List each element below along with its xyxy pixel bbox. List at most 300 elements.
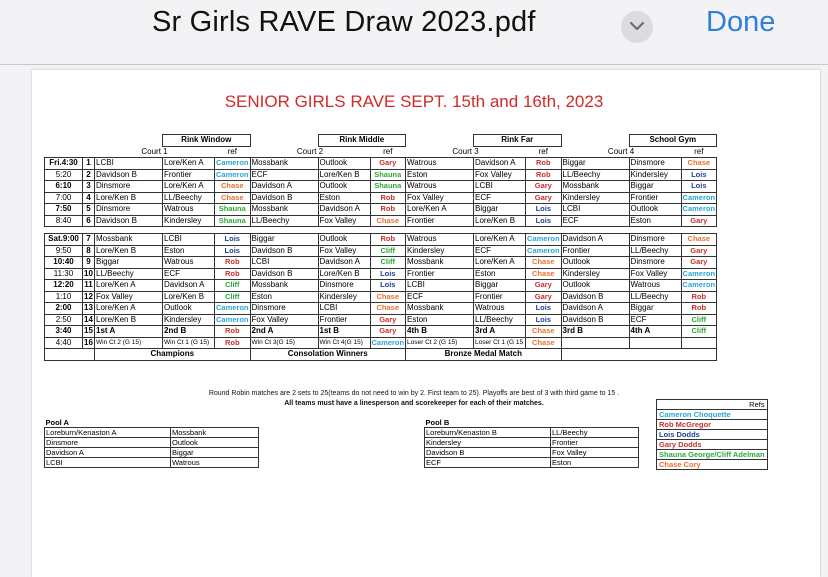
referee-cell: Lois (526, 215, 562, 227)
referee-name: Cameron Choquette (657, 410, 768, 420)
referee-name: Chase Cory (657, 460, 768, 470)
team-cell: Davidson B (250, 245, 318, 257)
team-cell: Lore/Ken B (95, 192, 163, 204)
referee-cell: Chase (526, 257, 562, 269)
team-cell: Frontier (629, 192, 681, 204)
team-cell: Fox Valley (629, 268, 681, 280)
referee-cell: Gary (370, 314, 406, 326)
pool-team: Kindersley (425, 438, 551, 448)
team-cell: Lore/Ken B (318, 268, 370, 280)
match-number: 10 (84, 268, 93, 278)
playoff-footer-row (45, 349, 720, 361)
team-cell: Biggar (474, 204, 526, 216)
team-cell: Davidson A (561, 234, 629, 246)
referee-cell: Lois (370, 280, 406, 292)
match-time: 3:40 (45, 326, 83, 338)
team-cell: Mossbank (250, 204, 318, 216)
match-time: 4:40 (45, 337, 83, 349)
referee-row (657, 450, 768, 460)
pool-team: Loreburn/Kenaston B (425, 428, 551, 438)
spacer (45, 349, 95, 361)
match-time: 10:40 (45, 257, 83, 269)
rink-header-3: Rink Far (474, 135, 562, 147)
referee-cell: Gary (681, 257, 717, 269)
spacer-row (45, 227, 720, 234)
team-cell: Eston (318, 192, 370, 204)
pool-team: Watrous (171, 458, 259, 468)
referee-cell: Cameron (216, 314, 249, 324)
referee-name: Gary Dodds (657, 440, 768, 450)
referee-row (657, 460, 768, 470)
match-number: 8 (83, 245, 95, 257)
referee-cell: Shauna (370, 181, 406, 193)
referee-cell: Cameron (371, 337, 405, 347)
referee-cell: Chase (681, 158, 717, 170)
referee-cell: Lois (526, 303, 562, 315)
team-cell: Davidson A (318, 204, 370, 216)
team-cell: Lore/Ken A (163, 158, 215, 170)
table-row (45, 234, 720, 246)
table-row (45, 245, 720, 257)
match-time: Fri.4:30 (45, 158, 83, 170)
team-cell: Fox Valley (250, 314, 318, 326)
team-cell: Win Ct 3(G 15) (250, 337, 318, 349)
referee-cell: Gary (526, 192, 562, 204)
team-cell: ECF (406, 291, 474, 303)
referee-cell: Chase (526, 326, 562, 338)
match-number: 2 (83, 169, 95, 181)
team-cell: 3rd B (561, 326, 629, 338)
pool-row (45, 458, 259, 468)
playoff-label: Champions (95, 349, 251, 361)
team-cell: Biggar (95, 257, 163, 269)
team-cell: Dinsmore (95, 204, 163, 216)
team-cell: LL/Beechy (629, 245, 681, 257)
referee-cell: Lois (681, 181, 717, 193)
spacer (45, 146, 95, 158)
referee-cell: Chase (681, 234, 717, 246)
pool-a-table (44, 418, 259, 468)
team-cell: Davidson A (250, 181, 318, 193)
team-cell: ECF (629, 314, 681, 326)
team-cell: Frontier (561, 245, 629, 257)
pool-team: Mossbank (171, 428, 259, 438)
table-row (45, 158, 720, 170)
court-header-2: Court 2 (296, 146, 324, 156)
team-cell: Biggar (629, 303, 681, 315)
team-cell: Dinsmore (629, 158, 681, 170)
match-time: 7:50 (45, 204, 83, 216)
team-cell: Kindersley (163, 314, 215, 326)
team-cell: 3rd A (474, 326, 526, 338)
title-menu-button[interactable] (621, 11, 653, 43)
table-row (45, 337, 720, 349)
team-cell: 1st B (318, 326, 370, 338)
match-number: 9 (83, 257, 95, 269)
table-row (45, 215, 720, 227)
team-cell: Mossbank (250, 158, 318, 170)
referee-cell: Chase (215, 192, 251, 204)
team-cell: Frontier (163, 169, 215, 181)
referee-cell: Cliff (370, 245, 406, 257)
match-time: 1:10 (45, 291, 83, 303)
match-number: 4 (83, 192, 95, 204)
team-cell: Eston (163, 245, 215, 257)
team-cell: LCBI (318, 303, 370, 315)
rink-header-1: Rink Window (163, 135, 251, 147)
team-cell: Kindersley (561, 268, 629, 280)
referee-cell: Cliff (681, 314, 717, 326)
referee-name: Lois Dodds (657, 430, 768, 440)
team-cell: Watrous (629, 280, 681, 292)
team-cell: Lore/Ken A (95, 303, 163, 315)
referee-cell: Gary (681, 245, 717, 257)
referee-cell: Chase (526, 268, 562, 280)
referee-cell: Cameron (216, 158, 249, 168)
referee-name: Rob McGregor (657, 420, 768, 430)
pool-team: Dinsmore (45, 438, 171, 448)
pool-row (45, 438, 259, 448)
team-cell: Davidson A (474, 158, 526, 170)
team-cell: LL/Beechy (95, 268, 163, 280)
team-cell: Fox Valley (406, 192, 474, 204)
table-row (45, 303, 720, 315)
team-cell: Lore/Ken B (318, 169, 370, 181)
team-cell: Outlook (561, 257, 629, 269)
table-row (45, 192, 720, 204)
pool-title: Pool B (425, 418, 450, 427)
team-cell: LL/Beechy (629, 291, 681, 303)
team-cell: Loser Ct 2 (G 15) (406, 337, 474, 349)
team-cell: Fox Valley (318, 245, 370, 257)
refs-title: Refs (657, 400, 768, 410)
pool-team: Davidson B (425, 448, 551, 458)
team-cell: Watrous (406, 181, 474, 193)
team-cell: Frontier (406, 215, 474, 227)
refs-header-row (657, 400, 768, 410)
team-cell: Watrous (474, 303, 526, 315)
team-cell: Kindersley (406, 245, 474, 257)
team-cell: LCBI (163, 234, 215, 246)
referee-cell (681, 337, 717, 349)
referee-cell: Chase (370, 303, 406, 315)
pool-b (424, 418, 639, 468)
team-cell: Mossbank (95, 234, 163, 246)
rules-note: Round Robin matches are 2 sets to 25(teams do not need to win by 2. First team to 25). Playoffs are best of 3 with third game to 15 . (208, 390, 620, 397)
playoff-label: Bronze Medal Match (406, 349, 562, 361)
court-header-1: Court 1 (141, 146, 168, 156)
team-cell: ECF (474, 245, 526, 257)
team-cell: Biggar (561, 158, 629, 170)
referee-cell: Gary (370, 326, 406, 338)
referee-cell: Cameron (682, 280, 716, 290)
referee-cell: Gary (526, 291, 562, 303)
pool-team: Outlook (171, 438, 259, 448)
team-cell: LL/Beechy (474, 314, 526, 326)
referee-cell: Rob (526, 158, 562, 170)
team-cell: Kindersley (629, 169, 681, 181)
viewer-toolbar (0, 0, 828, 56)
rules-note-bold: All teams must have a linesperson and scorekeeper for each of their matches. (284, 400, 544, 407)
court-header-3: Court 3 (452, 146, 479, 156)
referee-row (657, 410, 768, 420)
team-cell: Eston (629, 215, 681, 227)
pool-team: Eston (551, 458, 639, 468)
pool-team: ECF (425, 458, 551, 468)
referee-cell: Cliff (215, 291, 251, 303)
team-cell: ECF (474, 192, 526, 204)
referee-cell: Lois (370, 268, 406, 280)
pool-title: Pool A (45, 418, 69, 427)
pool-row (425, 448, 639, 458)
ref-header: ref (538, 146, 548, 156)
match-number: 11 (84, 280, 93, 290)
team-cell: Frontier (318, 314, 370, 326)
team-cell: Davidson B (250, 192, 318, 204)
team-cell (629, 337, 681, 349)
match-time: 2:50 (45, 314, 83, 326)
team-cell: Biggar (474, 280, 526, 292)
document-title: Sr Girls RAVE Draw 2023.pdf (152, 6, 536, 38)
ref-header: ref (383, 146, 393, 156)
match-time: 6:10 (45, 181, 83, 193)
match-number: 7 (83, 234, 95, 246)
team-cell: LCBI (561, 204, 629, 216)
referee-cell: Chase (370, 291, 406, 303)
team-cell: 2nd A (250, 326, 318, 338)
team-cell: LCBI (406, 280, 474, 292)
match-time: 5:20 (45, 169, 83, 181)
team-cell: Dinsmore (629, 234, 681, 246)
match-number: 13 (84, 303, 93, 313)
team-cell: Lore/Ken A (474, 257, 526, 269)
pdf-heading: SENIOR GIRLS RAVE SEPT. 15th and 16th, 2023 (224, 92, 604, 111)
team-cell (561, 337, 629, 349)
match-number: 5 (83, 204, 95, 216)
referee-cell: Rob (370, 234, 406, 246)
referee-cell: Cameron (216, 169, 249, 179)
spacer (406, 135, 474, 147)
team-cell: Biggar (629, 181, 681, 193)
team-cell: Frontier (474, 291, 526, 303)
team-cell: Davidson B (561, 291, 629, 303)
referee-cell: Cliff (215, 280, 251, 292)
rink-header-2: Rink Middle (318, 135, 406, 147)
ref-header: ref (694, 146, 704, 156)
team-cell: Fox Valley (318, 215, 370, 227)
pool-row (425, 458, 639, 468)
spacer (717, 135, 720, 147)
pool-team: Biggar (171, 448, 259, 458)
team-cell: Dinsmore (95, 181, 163, 193)
referee-cell: Cameron (682, 192, 716, 202)
team-cell: Dinsmore (318, 280, 370, 292)
team-cell: Davidson A (163, 280, 215, 292)
court-header-4: Court 4 (607, 146, 635, 156)
team-cell: Win Ct 1 (G 15) (163, 337, 215, 349)
pool-header-row (425, 418, 639, 428)
team-cell: Win Ct 2 (G 15) (95, 337, 163, 349)
referee-cell: Lois (215, 234, 251, 246)
pool-row (45, 428, 259, 438)
team-cell: Watrous (406, 158, 474, 170)
team-cell: Outlook (629, 204, 681, 216)
table-row (45, 314, 720, 326)
pool-row (425, 428, 639, 438)
team-cell: ECF (163, 268, 215, 280)
spacer (45, 227, 717, 234)
schedule-table (44, 134, 720, 361)
court-header-row (45, 146, 720, 158)
team-cell: Lore/Ken A (474, 234, 526, 246)
team-cell: Mossbank (406, 257, 474, 269)
team-cell: Outlook (318, 181, 370, 193)
referee-row (657, 420, 768, 430)
referee-cell: Rob (681, 291, 717, 303)
match-time: 9:50 (45, 245, 83, 257)
pool-team: Fox Valley (551, 448, 639, 458)
team-cell: Frontier (406, 268, 474, 280)
team-cell: Eston (474, 268, 526, 280)
match-number: 15 (84, 326, 93, 336)
match-time: 12:20 (45, 280, 83, 292)
team-cell: Win Ct 4(G 15) (318, 337, 370, 349)
referee-cell: Gary (526, 181, 562, 193)
referee-cell: Chase (526, 337, 562, 349)
pool-team: Frontier (551, 438, 639, 448)
team-cell: Eston (406, 314, 474, 326)
pool-team: Loreburn/Kenaston A (45, 428, 171, 438)
match-time: Sat.9:00 (45, 234, 83, 246)
match-number: 16 (84, 337, 93, 347)
team-cell: Davidson B (561, 314, 629, 326)
pool-team: LL/Beechy (551, 428, 639, 438)
spacer (561, 135, 629, 147)
team-cell: Davidson A (318, 257, 370, 269)
toolbar-divider (0, 64, 828, 65)
team-cell: Watrous (163, 257, 215, 269)
team-cell: Outlook (318, 234, 370, 246)
team-cell: Lore/Ken A (406, 204, 474, 216)
pool-row (45, 448, 259, 458)
spacer (45, 135, 95, 147)
team-cell: Loser Ct 1 (G 15 (474, 337, 526, 349)
referee-cell: Gary (526, 280, 562, 292)
referee-cell: Cameron (527, 234, 560, 244)
team-cell: ECF (250, 169, 318, 181)
team-cell: Kindersley (318, 291, 370, 303)
match-number: 12 (84, 291, 93, 301)
team-cell: Davidson B (250, 268, 318, 280)
team-cell: 4th A (629, 326, 681, 338)
table-row (45, 169, 720, 181)
schedule-table-wrap (44, 134, 720, 361)
referee-cell: Cliff (681, 326, 717, 338)
refs-table (656, 399, 768, 470)
match-time: 2:00 (45, 303, 83, 315)
referee-cell: Cameron (527, 245, 560, 255)
team-cell: Dinsmore (629, 257, 681, 269)
team-cell: Eston (406, 169, 474, 181)
refs-list (656, 399, 768, 470)
team-cell: LCBI (95, 158, 163, 170)
team-cell: Dinsmore (250, 303, 318, 315)
referee-cell: Lois (526, 314, 562, 326)
team-cell: Lore/Ken B (95, 245, 163, 257)
team-cell: 1st A (95, 326, 163, 338)
match-number: 14 (84, 314, 93, 324)
rink-header-row (45, 135, 720, 147)
team-cell: Lore/Ken A (95, 280, 163, 292)
team-cell: Mossbank (406, 303, 474, 315)
team-cell: Watrous (406, 234, 474, 246)
referee-cell: Rob (681, 303, 717, 315)
playoff-label: Consolation Winners (250, 349, 406, 361)
referee-cell: Rob (215, 268, 251, 280)
spacer (95, 135, 163, 147)
team-cell: LCBI (250, 257, 318, 269)
referee-cell: Cameron (216, 303, 249, 313)
done-button[interactable]: Done (706, 6, 776, 38)
match-time: 7:00 (45, 192, 83, 204)
pool-team: LCBI (45, 458, 171, 468)
referee-cell: Rob (526, 169, 562, 181)
table-row (45, 257, 720, 269)
team-cell: Davidson B (95, 169, 163, 181)
match-number: 1 (83, 158, 95, 170)
team-cell: LL/Beechy (163, 192, 215, 204)
spacer (250, 135, 318, 147)
table-row (45, 291, 720, 303)
team-cell: Watrous (163, 204, 215, 216)
referee-cell: Rob (370, 192, 406, 204)
referee-cell: Cameron (682, 204, 716, 214)
team-cell: Outlook (561, 280, 629, 292)
referee-cell: Shauna (370, 169, 406, 181)
referee-cell: Chase (370, 215, 406, 227)
team-cell: 2nd B (163, 326, 215, 338)
referee-cell: Rob (215, 326, 251, 338)
team-cell: Lore/Ken B (95, 314, 163, 326)
referee-cell: Gary (370, 158, 406, 170)
match-time: 8:40 (45, 215, 83, 227)
team-cell: Lore/Ken B (474, 215, 526, 227)
referee-name: Shauna George/Cliff Adelman (657, 450, 768, 460)
ref-header: ref (227, 146, 237, 156)
referee-cell: Rob (215, 337, 251, 349)
referee-cell: Rob (215, 257, 251, 269)
pool-b-table (424, 418, 639, 468)
team-cell: Kindersley (163, 215, 215, 227)
referee-cell: Shauna (215, 204, 251, 216)
referee-row (657, 430, 768, 440)
team-cell: Lore/Ken A (163, 181, 215, 193)
referee-cell: Lois (681, 169, 717, 181)
chevron-down-icon (630, 22, 644, 31)
team-cell: Eston (250, 291, 318, 303)
referee-row (657, 440, 768, 450)
table-row (45, 181, 720, 193)
referee-cell: Cameron (682, 268, 716, 278)
pool-row (425, 438, 639, 448)
referee-cell: Lois (526, 204, 562, 216)
referee-cell: Shauna (215, 215, 251, 227)
table-row (45, 326, 720, 338)
pool-a (44, 418, 259, 468)
team-cell: LL/Beechy (561, 169, 629, 181)
table-row (45, 268, 720, 280)
team-cell: Davidson B (95, 215, 163, 227)
